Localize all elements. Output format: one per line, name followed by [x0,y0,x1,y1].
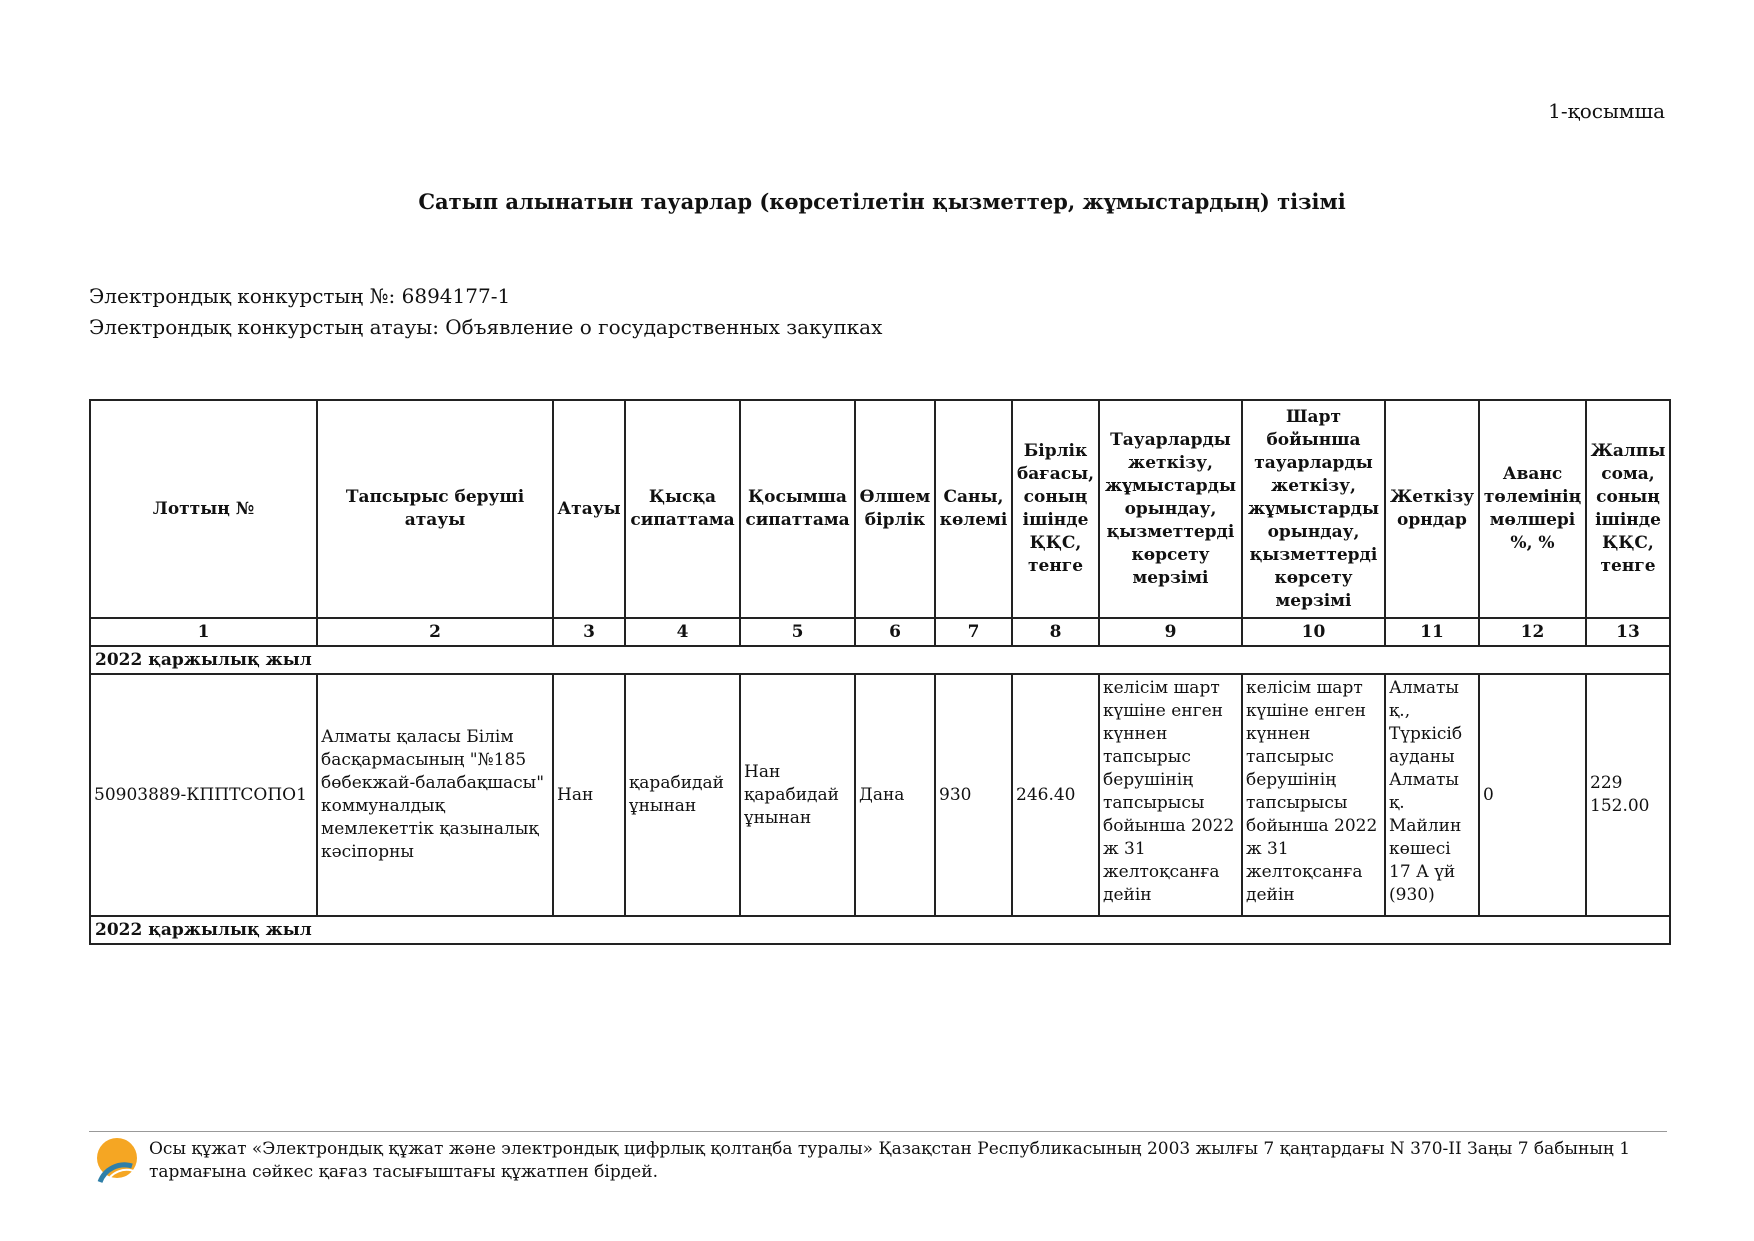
cell-advance: 0 [1479,674,1586,916]
header-delivery-term: Тауарларды жеткізу, жұмыстарды орындау, қызметтерді көрсету мерзімі [1099,400,1242,618]
fiscal-year-row [90,916,1670,944]
column-number: 11 [1385,618,1479,646]
column-number: 6 [855,618,935,646]
column-number: 12 [1479,618,1586,646]
header-short-desc: Қысқа сипаттама [625,400,740,618]
column-number: 2 [317,618,553,646]
header-quantity: Саны, көлемі [935,400,1012,618]
header-delivery-place: Жеткізу орндар [1385,400,1479,618]
e-gov-seal-icon [92,1136,142,1186]
cell-quantity: 930 [935,674,1012,916]
cell-unit: Дана [855,674,935,916]
cell-short-desc: қарабидай ұнынан [625,674,740,916]
document-title: Сатып алынатын тауарлар (көрсетілетін қызметтер, жұмыстардың) тізімі [418,189,1346,214]
header-unit: Өлшем бірлік [855,400,935,618]
cell-name: Нан [553,674,625,916]
column-number: 9 [1099,618,1242,646]
column-number: 3 [553,618,625,646]
column-number: 10 [1242,618,1385,646]
header-contract-term: Шарт бойынша тауарларды жеткізу, жұмыстарды орындау, қызметтерді көрсету мерзімі [1242,400,1385,618]
cell-extra-desc: Нан қарабидай ұнынан [740,674,855,916]
column-number: 8 [1012,618,1099,646]
header-advance: Аванс төлемінің мөлшері %, % [1479,400,1586,618]
cell-total: 229 152.00 [1586,674,1670,916]
appendix-label: 1-қосымша [1548,99,1665,123]
header-customer: Тапсырыс беруші атауы [317,400,553,618]
column-number: 4 [625,618,740,646]
column-number: 13 [1586,618,1670,646]
cell-contract-term: келісім шарт күшіне енген күннен тапсырыс берушінің тапсырысы бойынша 2022 ж 31 желтоқсанға дейін [1242,674,1385,916]
column-number: 5 [740,618,855,646]
cell-customer: Алматы қаласы Білім басқармасының "№185 бөбекжай-балабақшасы" коммуналдық мемлекеттік қазыналық кәсіпорны [317,674,553,916]
header-total: Жалпы сома, соның ішінде ҚҚС, тенге [1586,400,1670,618]
column-number: 1 [90,618,317,646]
cell-lot-number: 50903889-КППТСОПО1 [90,674,317,916]
column-number: 7 [935,618,1012,646]
contest-number: Электрондық конкурстың №: 6894177-1 [89,284,511,308]
column-number-row [90,618,1670,646]
lots-table [89,399,1671,945]
footer-divider [89,1131,1667,1132]
cell-delivery-term: келісім шарт күшіне енген күннен тапсырыс берушінің тапсырысы бойынша 2022 ж 31 желтоқсанға дейін [1099,674,1242,916]
footer-legal-note: Осы құжат «Электрондық құжат және электрондық цифрлық қолтаңба туралы» Қазақстан Республикасының 2003 жылғы 7 қаңтардағы N 370-II Заңы 7 бабының 1 тармағына сәйкес қағаз тасығыштағы құжатпен бірдей. [149,1139,1631,1182]
table-row [90,674,1670,916]
header-extra-desc: Қосымша сипаттама [740,400,855,618]
contest-name: Электрондық конкурстың атауы: Объявление о государственных закупках [89,315,883,339]
header-unit-price: Бірлік бағасы, соның ішінде ҚҚС, тенге [1012,400,1099,618]
header-name: Атауы [553,400,625,618]
header-lot-number: Лоттың № [90,400,317,618]
table-header-row [90,400,1670,618]
fiscal-year-label: 2022 қаржылық жыл [90,646,1670,674]
fiscal-year-row [90,646,1670,674]
contest-info [89,281,882,343]
cell-delivery-place: Алматы қ., Түркісіб ауданы Алматы қ. Майлин көшесі 17 А үй (930) [1385,674,1479,916]
cell-unit-price: 246.40 [1012,674,1099,916]
fiscal-year-label: 2022 қаржылық жыл [90,916,1670,944]
